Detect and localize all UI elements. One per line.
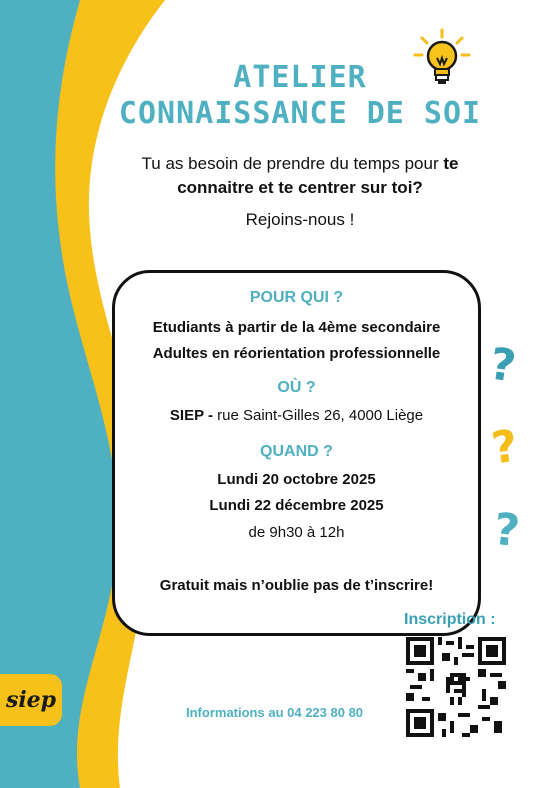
title-line-2: CONNAISSANCE DE SOI (118, 96, 482, 131)
intro-bold-1: te (443, 154, 459, 173)
free-note: Gratuit mais n’oublie pas de t’inscrire! (159, 577, 434, 594)
where-line (115, 407, 478, 424)
contact-info: Informations au 04 223 80 80 (186, 705, 364, 720)
intro-text (90, 152, 510, 200)
title-line-1: ATELIER (233, 60, 367, 95)
when-date-1: Lundi 20 octobre 2025 (217, 471, 376, 488)
lightbulb-icon (412, 28, 472, 90)
join-text: Rejoins-nous ! (245, 210, 355, 229)
when-heading: QUAND ? (260, 443, 333, 460)
logo-text: siep (5, 687, 57, 713)
registration-label: Inscription : (404, 611, 496, 628)
who-heading: POUR QUI ? (249, 289, 344, 306)
info-box (112, 270, 481, 636)
intro-regular: Tu as besoin de prendre du temps pour (141, 154, 444, 173)
when-date-2: Lundi 22 décembre 2025 (209, 497, 384, 514)
question-mark-icon: ? (488, 420, 521, 475)
qr-code[interactable] (406, 637, 506, 737)
when-time: de 9h30 à 12h (248, 524, 345, 541)
intro-bold-2: connaitre et te centrer sur toi? (177, 178, 423, 197)
who-line-2: Adultes en réorientation professionnelle (152, 345, 441, 362)
who-line-1: Etudiants à partir de la 4ème secondaire (152, 319, 441, 336)
where-org: SIEP - (169, 407, 218, 424)
where-address: rue Saint-Gilles 26, 4000 Liège (217, 407, 424, 424)
where-heading: OÙ ? (277, 379, 316, 396)
siep-logo (0, 674, 62, 726)
question-mark-icon: ? (486, 338, 519, 393)
question-mark-icon: ? (491, 503, 523, 558)
